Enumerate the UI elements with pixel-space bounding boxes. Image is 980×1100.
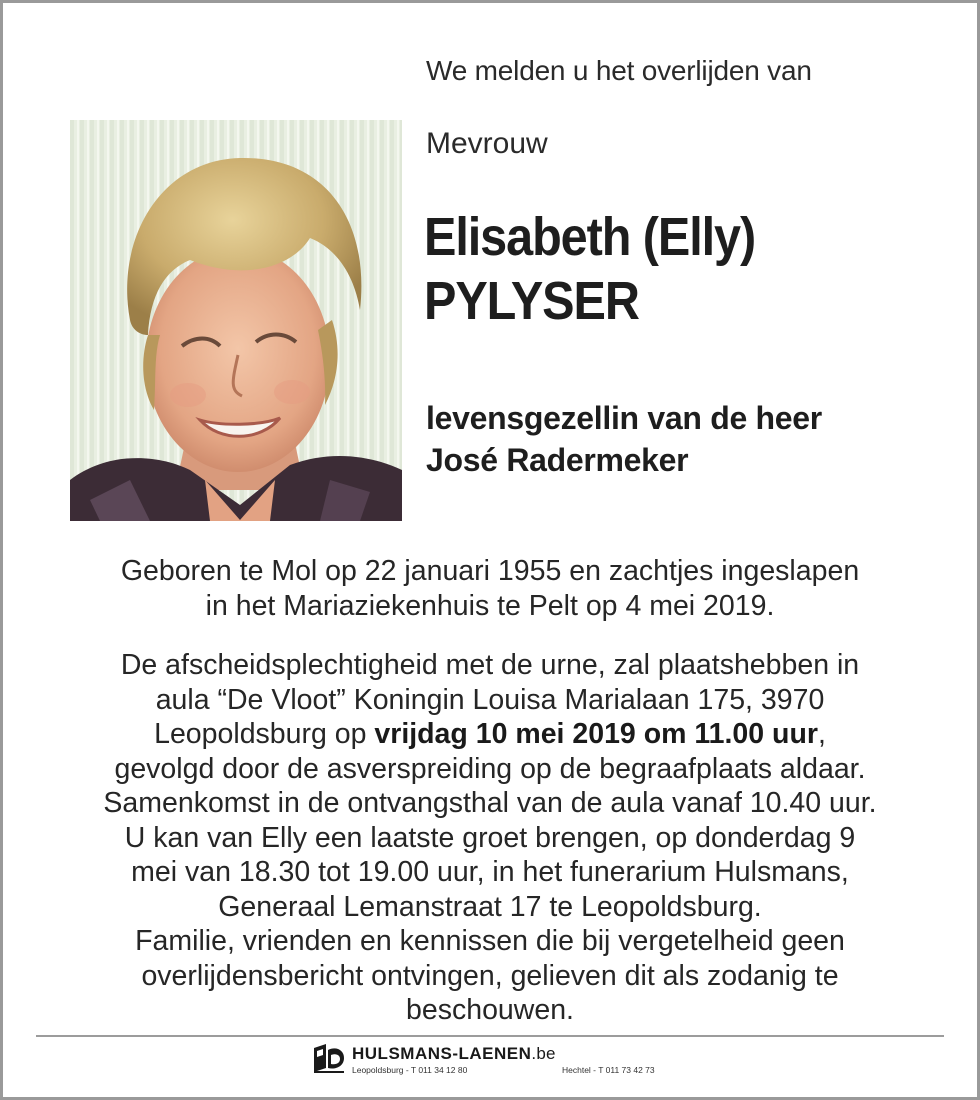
- intro-text: We melden u het overlijden van: [426, 55, 812, 86]
- service-line-3-prefix: Leopoldsburg op: [154, 718, 375, 750]
- birth-line-1: Geboren te Mol op 22 januari 1955 en zachtjes ingeslapen: [120, 555, 860, 587]
- relation-line-1: levensgezellin van de heer: [426, 400, 822, 436]
- first-names: Elisabeth (Elly): [424, 207, 756, 267]
- service-line-3-suffix: ,: [817, 718, 826, 750]
- portrait-photo: [70, 120, 402, 521]
- birth-paragraph: [40, 554, 940, 623]
- service-line-1: De afscheidsplechtigheid met de urne, zal plaatshebben in: [120, 649, 860, 681]
- service-line-4: gevolgd door de asverspreiding op de begraafplaats aldaar.: [114, 752, 866, 785]
- deceased-name: [424, 205, 755, 333]
- birth-line-2: in het Mariaziekenhuis te Pelt op 4 mei 2019.: [205, 589, 775, 622]
- relation-line-2: José Radermeker: [426, 442, 689, 478]
- service-line-7: mei van 18.30 tot 19.00 uur, in het funerarium Hulsmans,: [131, 856, 849, 888]
- service-line-8: Generaal Lemanstraat 17 te Leopoldsburg.: [218, 890, 762, 923]
- address-hechtel: Hechtel - T 011 73 42 73: [562, 1065, 655, 1075]
- funeral-home-brand: [352, 1044, 556, 1064]
- service-date-time: vrijdag 10 mei 2019 om 11.00 uur: [374, 718, 818, 750]
- service-line-6: U kan van Elly een laatste groet brengen, op donderdag 9: [124, 821, 856, 854]
- brand-tld: .be: [531, 1044, 556, 1063]
- service-line-3: [40, 717, 940, 752]
- service-line-2: aula “De Vloot” Koningin Louisa Marialaan 175, 3970: [155, 683, 825, 716]
- service-line-10: overlijdensbericht ontvingen, gelieven dit als zodanig te: [141, 959, 839, 992]
- funeral-home-footer: [312, 1042, 692, 1082]
- service-line-9: Familie, vrienden en kennissen die bij vergetelheid geen: [135, 925, 845, 957]
- brand-name: HULSMANS-LAENEN: [352, 1044, 532, 1063]
- surname: PYLYSER: [424, 271, 639, 331]
- service-line-5: Samenkomst in de ontvangsthal van de aula vanaf 10.40 uur.: [103, 787, 877, 819]
- service-paragraph: [40, 648, 940, 1028]
- title-prefix: Mevrouw: [426, 127, 548, 160]
- service-line-11: beschouwen.: [406, 994, 574, 1026]
- funeral-home-logo-icon: [312, 1042, 346, 1074]
- address-leopoldsburg: Leopoldsburg - T 011 34 12 80: [352, 1065, 468, 1075]
- relation-text: [426, 397, 822, 481]
- footer-divider: [36, 1035, 944, 1037]
